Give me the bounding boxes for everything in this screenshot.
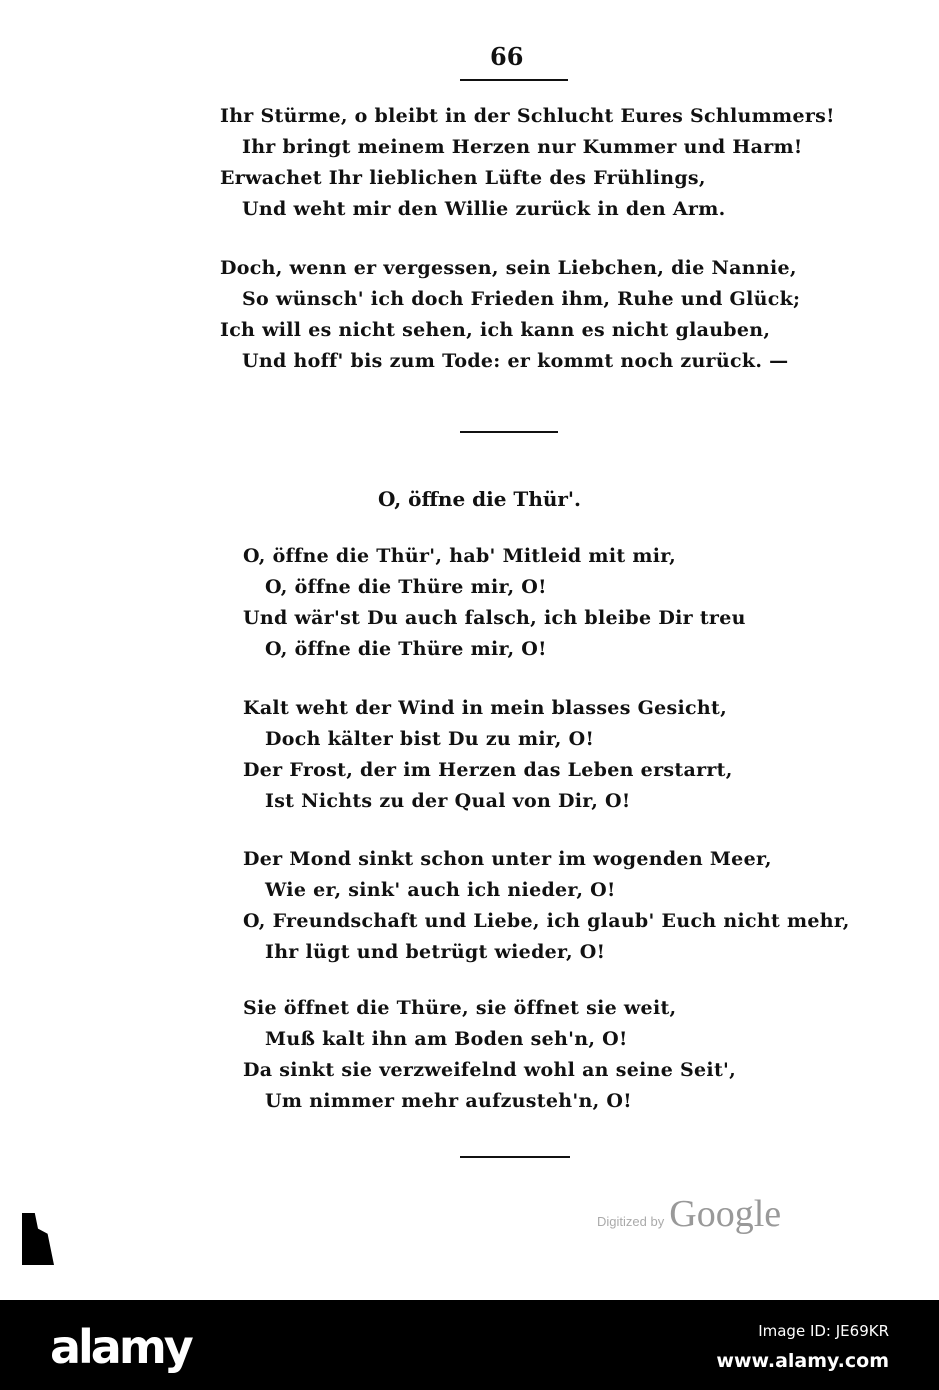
section-divider [460, 431, 558, 433]
verse-line: Erwachet Ihr lieblichen Lüfte des Frühlings, [220, 167, 706, 189]
alamy-url: www.alamy.com [716, 1350, 889, 1372]
verse-line: Und weht mir den Willie zurück in den Arm. [242, 198, 726, 220]
verse-line: Doch kälter bist Du zu mir, O! [265, 728, 595, 750]
verse-line: Und hoff' bis zum Tode: er kommt noch zurück. — [242, 350, 789, 372]
google-watermark: Digitized by Google [597, 1193, 782, 1235]
verse-line: O, öffne die Thür', hab' Mitleid mit mir, [243, 545, 677, 567]
verse-line: Ihr lügt und betrügt wieder, O! [265, 941, 606, 963]
verse-line: Doch, wenn er vergessen, sein Liebchen, die Nannie, [220, 257, 797, 279]
header-rule [460, 79, 568, 81]
verse-line: Der Frost, der im Herzen das Leben erstarrt, [243, 759, 733, 781]
page-number: 66 [490, 42, 524, 71]
verse-line: Sie öffnet die Thüre, sie öffnet sie weit, [243, 997, 677, 1019]
verse-line: Ich will es nicht sehen, ich kann es nicht glauben, [220, 319, 771, 341]
scan-artifact [22, 1213, 54, 1265]
verse-line: O, Freundschaft und Liebe, ich glaub' Euch nicht mehr, [243, 910, 850, 932]
verse-line: Ist Nichts zu der Qual von Dir, O! [265, 790, 631, 812]
verse-line: Muß kalt ihn am Boden seh'n, O! [265, 1028, 628, 1050]
verse-line: So wünsch' ich doch Frieden ihm, Ruhe und Glück; [242, 288, 801, 310]
poem-title: O, öffne die Thür'. [378, 487, 582, 511]
verse-line: Da sinkt sie verzweifelnd wohl an seine Seit', [243, 1059, 737, 1081]
verse-line: Ihr bringt meinem Herzen nur Kummer und Harm! [242, 136, 803, 158]
verse-line: O, öffne die Thüre mir, O! [265, 576, 547, 598]
verse-line: Der Mond sinkt schon unter im wogenden Meer, [243, 848, 772, 870]
verse-line: Ihr Stürme, o bleibt in der Schlucht Eures Schlummers! [220, 105, 835, 127]
verse-line: Kalt weht der Wind in mein blasses Gesicht, [243, 697, 728, 719]
verse-line: Und wär'st Du auch falsch, ich bleibe Dir treu [243, 607, 746, 629]
stock-photo-bar [0, 1300, 939, 1390]
end-divider [460, 1156, 570, 1158]
verse-line: O, öffne die Thüre mir, O! [265, 638, 547, 660]
alamy-logo: alamy [50, 1320, 191, 1374]
verse-line: Um nimmer mehr aufzusteh'n, O! [265, 1090, 632, 1112]
image-id: Image ID: JE69KR [758, 1322, 889, 1340]
verse-line: Wie er, sink' auch ich nieder, O! [265, 879, 616, 901]
